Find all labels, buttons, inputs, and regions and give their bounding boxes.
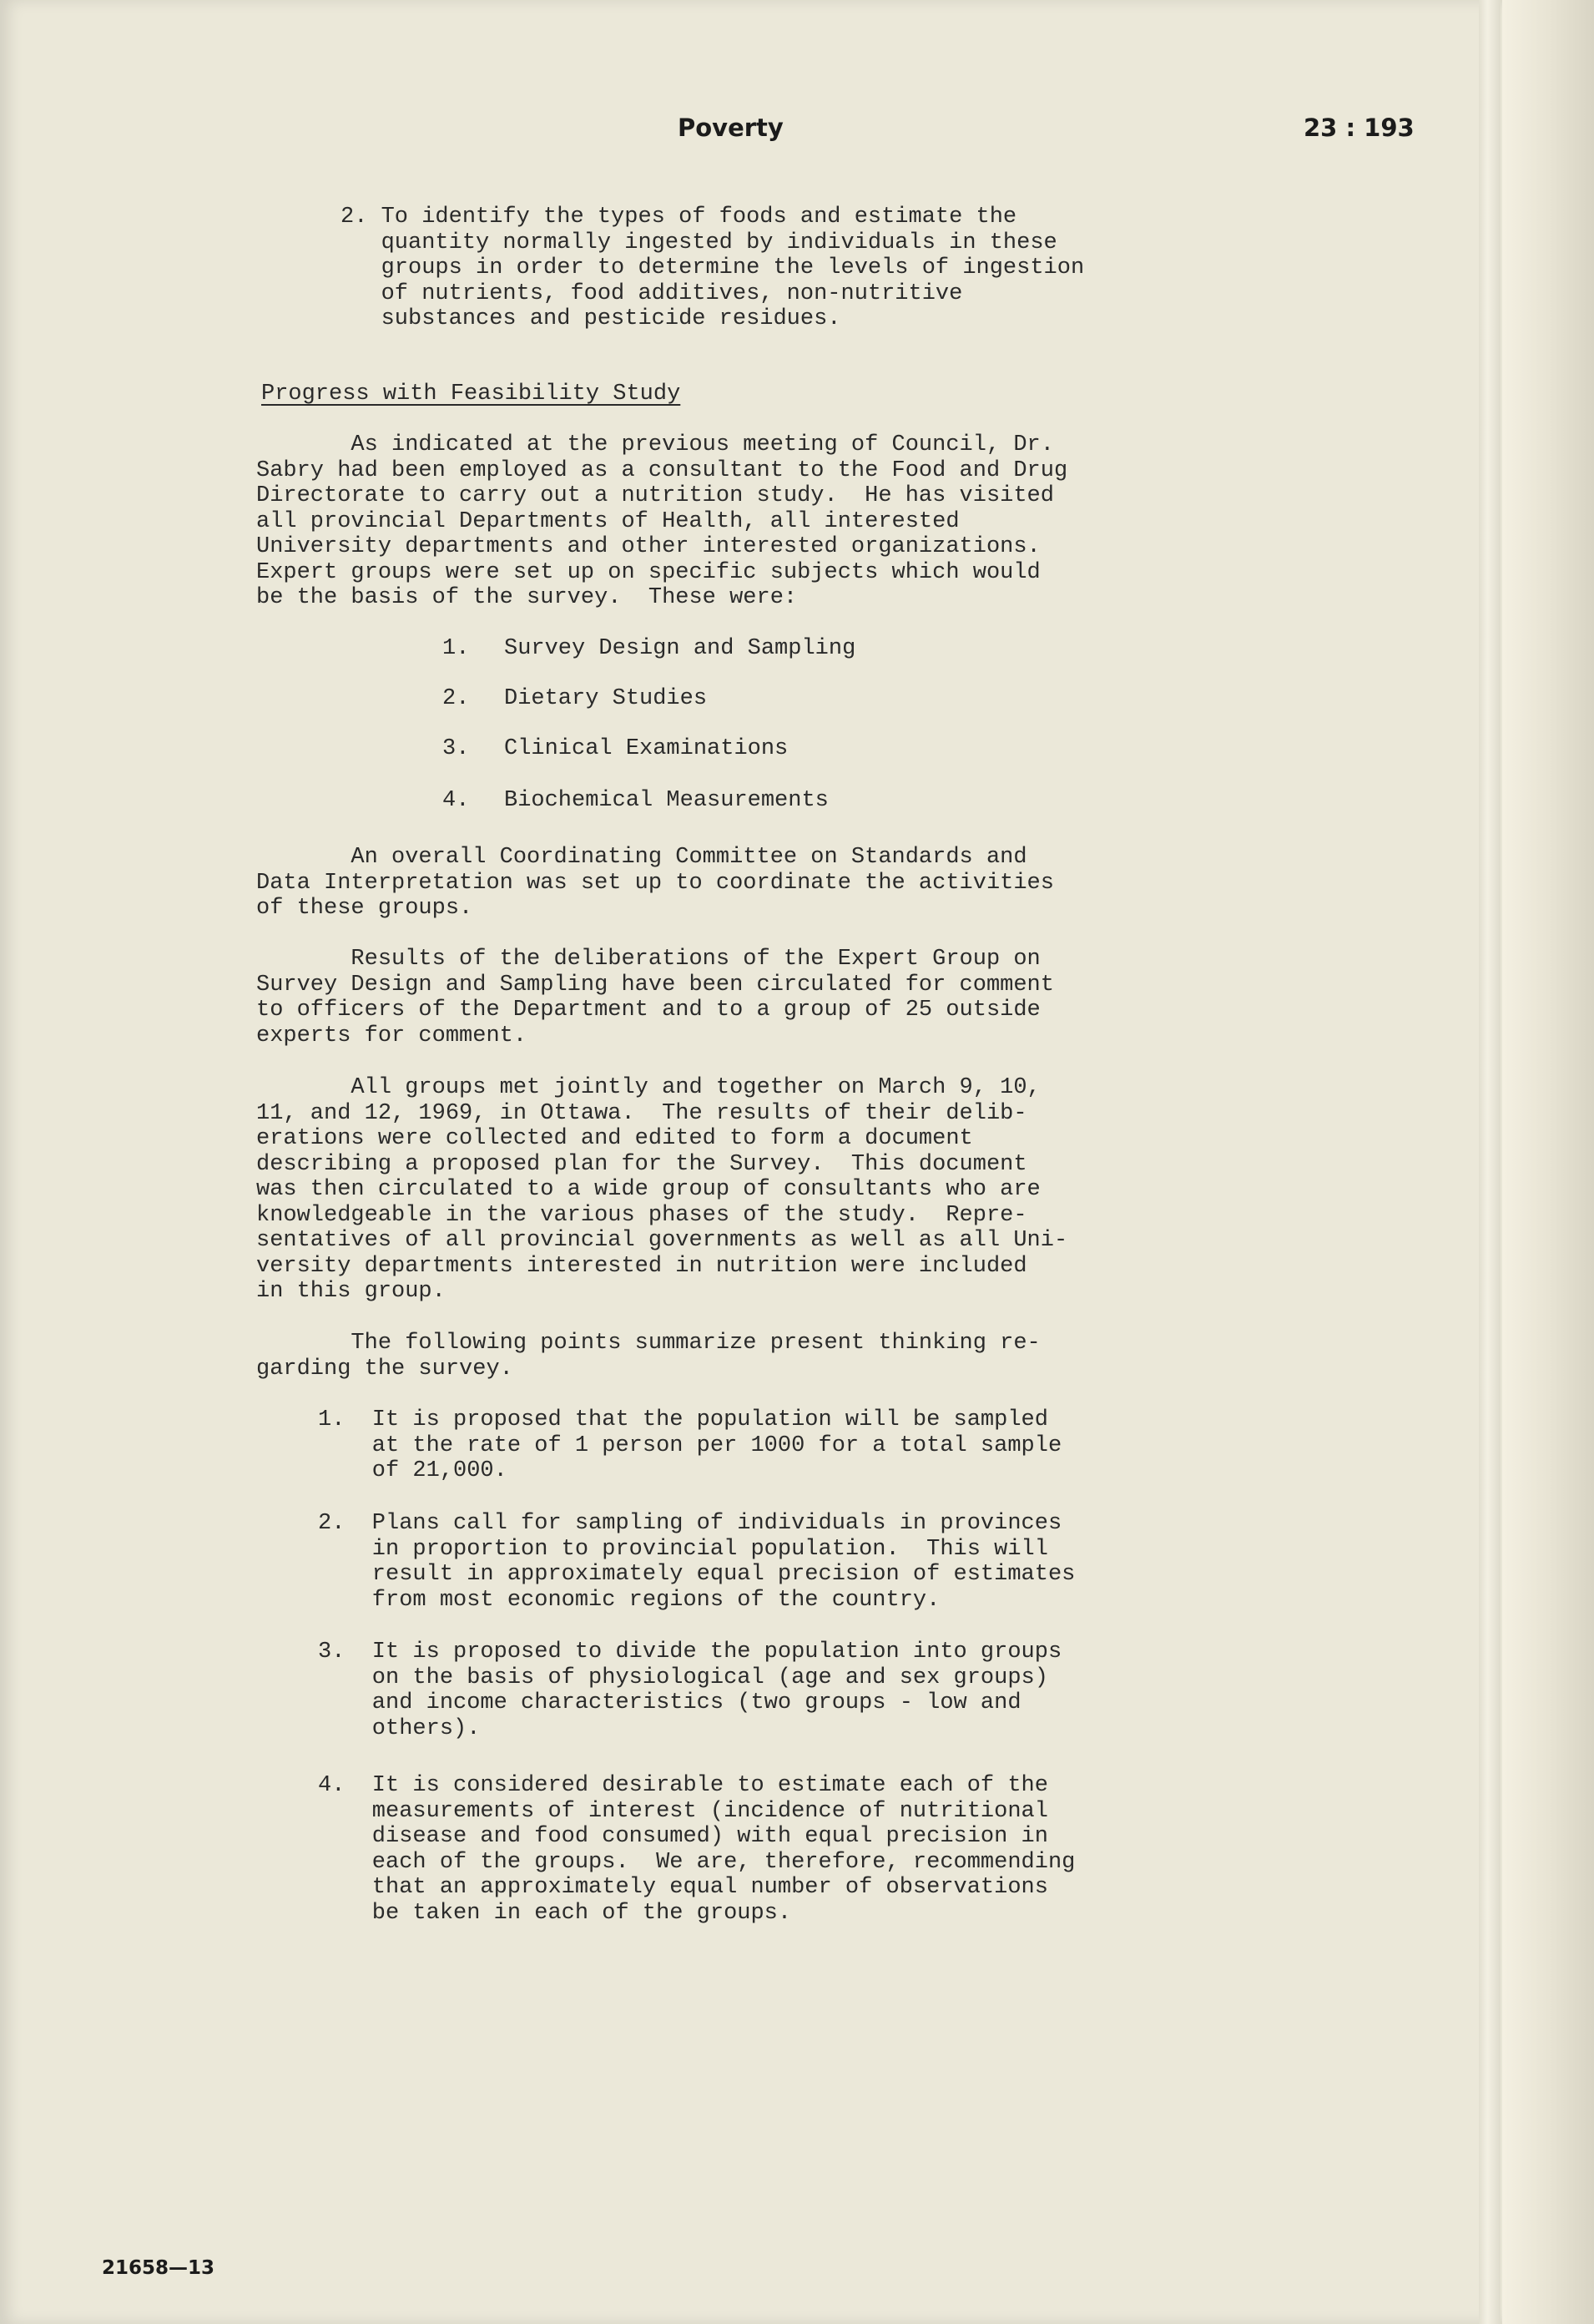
list-label: Clinical Examinations bbox=[504, 736, 789, 761]
item-2-text bbox=[340, 205, 1084, 332]
page-stack-edge bbox=[1502, 0, 1594, 2324]
list-item bbox=[442, 736, 788, 762]
text-line: on the basis of physiological (age and sex groups) bbox=[318, 1665, 1048, 1690]
page-number: 23 : 193 bbox=[1304, 114, 1415, 142]
text-line: of these groups. bbox=[256, 896, 473, 921]
paragraph-3 bbox=[256, 947, 1054, 1048]
expert-groups-list bbox=[442, 686, 707, 712]
list-label: Dietary Studies bbox=[504, 686, 708, 711]
text-line: 4. It is considered desirable to estimate each of the bbox=[318, 1773, 1048, 1798]
text-line: Directorate to carry out a nutrition study. He has visited bbox=[256, 483, 1054, 508]
text-line: knowledgeable in the various phases of the study. Repre- bbox=[256, 1202, 1027, 1228]
text-line: An overall Coordinating Committee on Standards and bbox=[256, 845, 1027, 870]
text-line: to officers of the Department and to a group of 25 outside bbox=[256, 998, 1041, 1023]
expert-groups-list bbox=[442, 636, 855, 662]
expert-groups-list bbox=[442, 736, 788, 762]
text-line: be the basis of the survey. These were: bbox=[256, 585, 798, 610]
page-edge bbox=[1479, 0, 1501, 2324]
text-line: others). bbox=[318, 1715, 481, 1741]
text-line: experts for comment. bbox=[256, 1023, 527, 1048]
paragraph-2 bbox=[256, 845, 1054, 922]
text-line: at the rate of 1 person per 1000 for a total sample bbox=[318, 1432, 1062, 1458]
text-line: each of the groups. We are, therefore, recommending bbox=[318, 1849, 1076, 1875]
text-line: describing a proposed plan for the Survey. This document bbox=[256, 1151, 1027, 1177]
paragraph-1 bbox=[256, 432, 1067, 611]
paragraph-4 bbox=[256, 1075, 1067, 1305]
text-line: erations were collected and edited to form a document bbox=[256, 1126, 973, 1151]
list-number: 4. bbox=[442, 788, 470, 813]
text-line: groups in order to determine the levels of ingestion bbox=[340, 255, 1085, 280]
expert-groups-list bbox=[442, 788, 829, 814]
list-item bbox=[442, 686, 707, 712]
point-3 bbox=[318, 1639, 1062, 1741]
paragraph-5 bbox=[256, 1331, 1041, 1382]
text-line: was then circulated to a wide group of consultants who are bbox=[256, 1177, 1041, 1202]
list-label: Biochemical Measurements bbox=[504, 788, 829, 813]
point-1 bbox=[318, 1407, 1062, 1484]
point-2 bbox=[318, 1511, 1075, 1613]
text-line: sentatives of all provincial governments as well as all Uni- bbox=[256, 1228, 1068, 1253]
list-label: Survey Design and Sampling bbox=[504, 636, 856, 661]
text-line: Survey Design and Sampling have been circulated for comment bbox=[256, 972, 1054, 998]
point-4 bbox=[318, 1773, 1075, 1926]
text-line: 2. Plans call for sampling of individuals in provinces bbox=[318, 1511, 1062, 1536]
list-number: 1. bbox=[442, 636, 470, 661]
text-line: disease and food consumed) with equal precision in bbox=[318, 1824, 1048, 1849]
text-line: of nutrients, food additives, non-nutritive bbox=[340, 280, 963, 306]
running-title: Poverty bbox=[678, 114, 784, 142]
text-line: and income characteristics (two groups - low and bbox=[318, 1690, 1021, 1715]
text-line: The following points summarize present thinking re- bbox=[256, 1331, 1041, 1356]
text-line: As indicated at the previous meeting of Council, Dr. bbox=[256, 432, 1054, 457]
list-number: 3. bbox=[442, 736, 470, 761]
text-line: that an approximately equal number of observations bbox=[318, 1875, 1048, 1900]
text-line: 11, and 12, 1969, in Ottawa. The results of their delib- bbox=[256, 1100, 1027, 1126]
section-heading: Progress with Feasibility Study bbox=[261, 381, 681, 407]
text-line: versity departments interested in nutrition were included bbox=[256, 1253, 1027, 1279]
text-line: in proportion to provincial population. This will bbox=[318, 1536, 1048, 1562]
text-line: Sabry had been employed as a consultant to the Food and Drug bbox=[256, 457, 1068, 483]
text-line: quantity normally ingested by individuals in these bbox=[340, 230, 1057, 255]
text-line: measurements of interest (incidence of nutritional bbox=[318, 1798, 1048, 1824]
text-line: University departments and other interested organizations. bbox=[256, 534, 1041, 559]
text-line: all provincial Departments of Health, all interested bbox=[256, 508, 960, 534]
text-line: 2. To identify the types of foods and estimate the bbox=[340, 205, 1017, 230]
text-line: of 21,000. bbox=[318, 1458, 507, 1483]
text-line: Results of the deliberations of the Expert Group on bbox=[256, 947, 1041, 972]
text-line: in this group. bbox=[256, 1279, 446, 1304]
list-item bbox=[442, 788, 829, 814]
text-line: garding the survey. bbox=[256, 1356, 513, 1382]
text-line: substances and pesticide residues. bbox=[340, 306, 841, 331]
text-line: from most economic regions of the country. bbox=[318, 1587, 941, 1613]
text-line: be taken in each of the groups. bbox=[318, 1900, 792, 1926]
list-item bbox=[442, 636, 855, 662]
text-line: 1. It is proposed that the population will be sampled bbox=[318, 1407, 1048, 1432]
text-line: 3. It is proposed to divide the population into groups bbox=[318, 1639, 1062, 1665]
footer-code: 21658—13 bbox=[102, 2257, 215, 2279]
text-line: All groups met jointly and together on March 9, 10, bbox=[256, 1075, 1041, 1100]
text-line: Data Interpretation was set up to coordinate the activities bbox=[256, 870, 1054, 896]
text-line: result in approximately equal precision of estimates bbox=[318, 1562, 1076, 1587]
text-line: Expert groups were set up on specific subjects which would bbox=[256, 559, 1041, 585]
list-number: 2. bbox=[442, 686, 470, 711]
